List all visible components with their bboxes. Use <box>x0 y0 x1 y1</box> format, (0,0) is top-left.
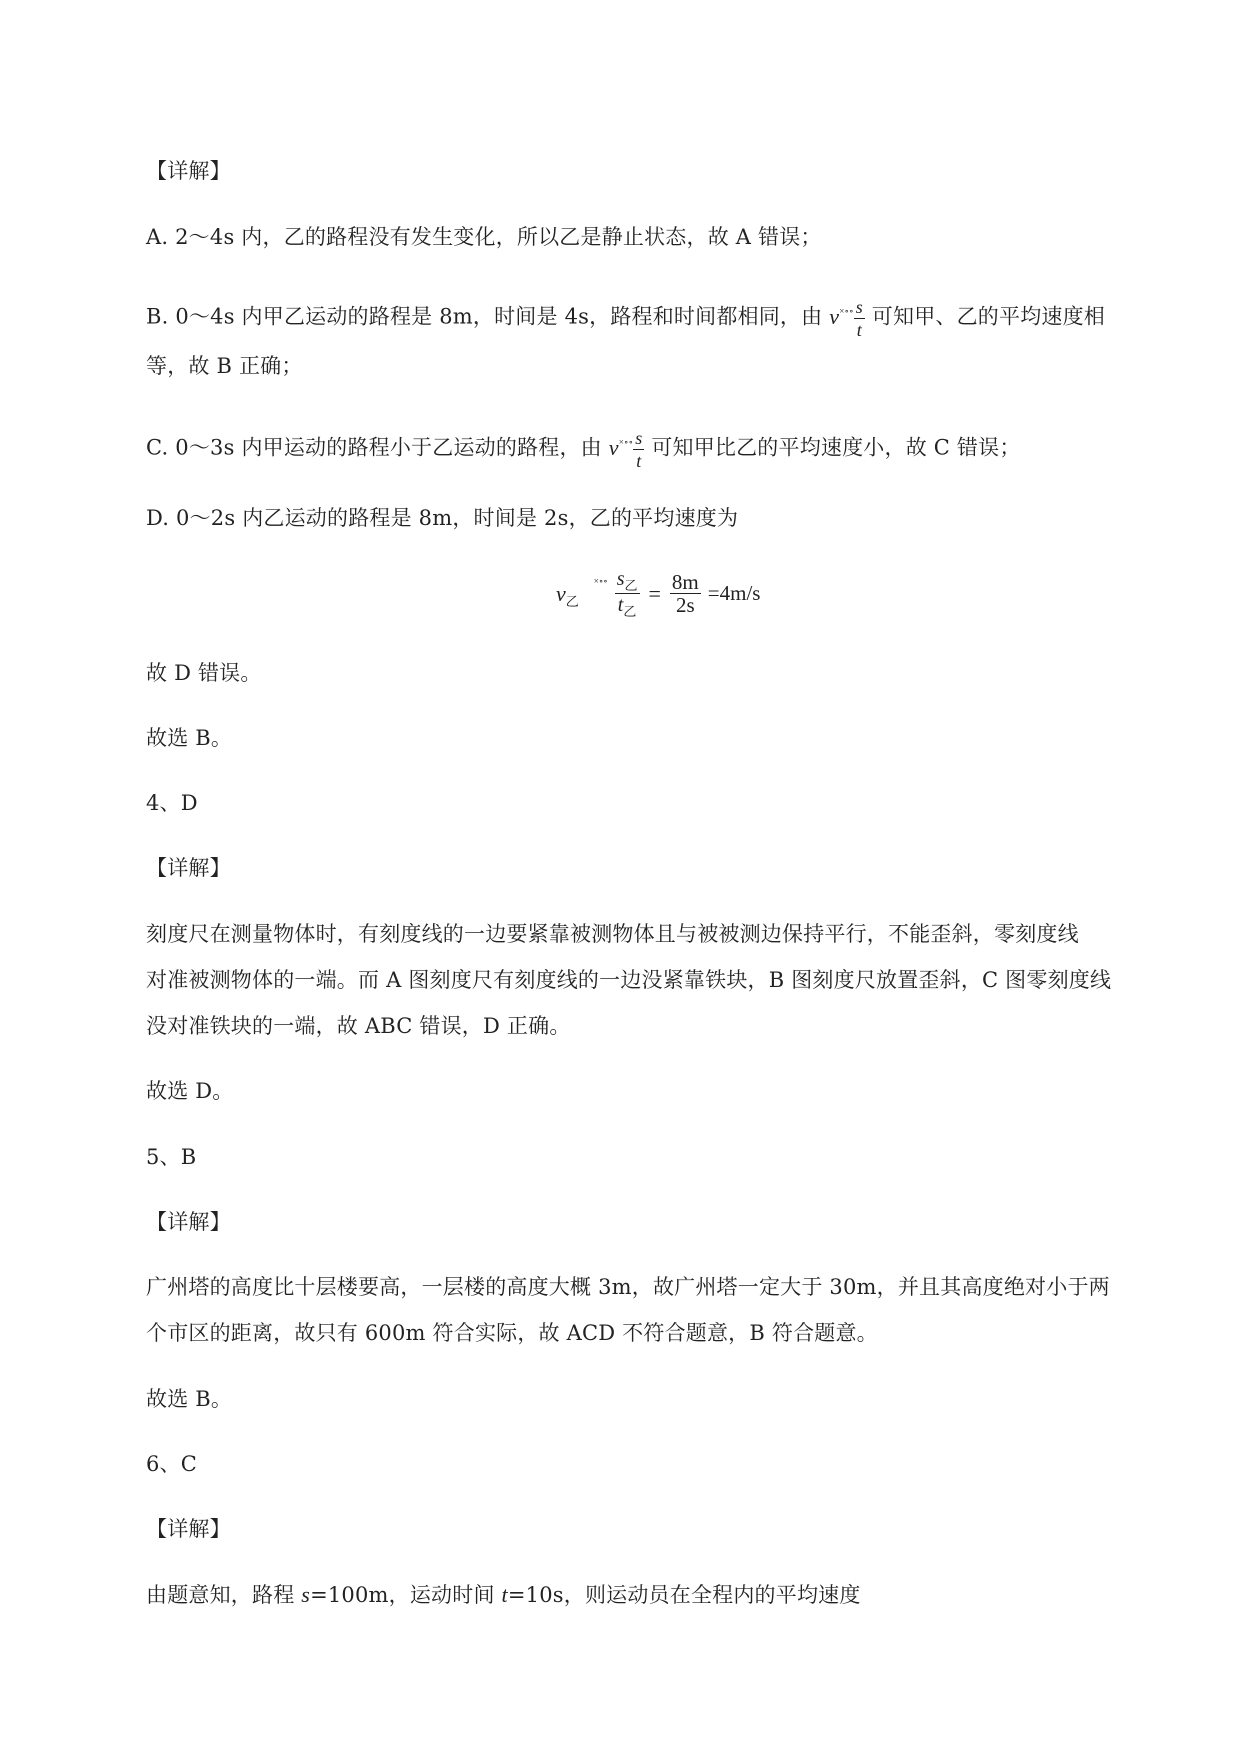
speed-formula: v×∘∘ $\frac{s}{t}$ <box>829 297 863 340</box>
formula-fraction-values: $\frac{8m}{2s}$ <box>671 570 699 617</box>
fraction-numerator: s <box>635 428 643 448</box>
q4-paragraph-line2: 对准被测物体的一端。而 A 图刻度尺有刻度线的一边没紧靠铁块，B 图刻度尺放置歪斜，C 图零刻度线 <box>146 968 1112 992</box>
q4-choice: 故选 D。 <box>146 1079 234 1103</box>
option-c-text-pre: C. 0～3s 内甲运动的路程小于乙运动的路程，由 <box>146 435 602 460</box>
q5-answer: 5、B <box>146 1145 197 1169</box>
q5-choice: 故选 B。 <box>146 1387 233 1411</box>
speed-formula: v×∘∘ $\frac{s}{t}$ <box>608 428 643 471</box>
q4-answer: 4、D <box>146 791 198 815</box>
detail-heading: 【详解】 <box>146 1517 231 1541</box>
q4-paragraph-line3: 没对准铁块的一端，故 ABC 错误，D 正确。 <box>146 1014 571 1038</box>
q6-paragraph-line1: 由题意知，路程 s=100m，运动时间 t=10s，则运动员在全程内的平均速度 <box>146 1582 861 1607</box>
q3-choice: 故选 B。 <box>146 726 233 750</box>
formula-result: =4m/s <box>707 581 761 605</box>
option-c-line <box>146 427 1021 472</box>
option-a-text: A. 2～4s 内，乙的路程没有发生变化，所以乙是静止状态，故 A 错误； <box>146 225 822 249</box>
average-speed-formula: $v_乙$ ×∘∘ $\frac{s_乙}{t_乙}$ = $\frac{8m}{2s}$ =4m/s <box>556 568 761 620</box>
q4-paragraph-line1: 刻度尺在测量物体时，有刻度线的一边要紧靠被测物体且与被被测边保持平行，不能歪斜，零刻度线 <box>146 922 1079 946</box>
equals-glyph: ×∘∘ <box>839 305 854 316</box>
option-d-text: D. 0～2s 内乙运动的路程是 8m，时间是 2s，乙的平均速度为 <box>146 506 739 530</box>
time-symbol: t <box>501 1582 508 1607</box>
option-b-line2: 等，故 B 正确； <box>146 354 303 378</box>
q6-answer: 6、C <box>146 1452 198 1476</box>
formula-fraction-st: $\frac{s_乙}{t_乙}$ <box>616 568 638 620</box>
formula-v: $v_乙$ <box>556 580 579 610</box>
q5-paragraph-line2: 个市区的距离，故只有 600m 符合实际，故 ACD 不符合题意，B 符合题意。 <box>146 1321 878 1345</box>
option-b-text-pre: B. 0～4s 内甲乙运动的路程是 8m，时间是 4s，路程和时间都相同，由 <box>146 304 823 329</box>
fraction-denominator: t <box>636 451 642 471</box>
distance-symbol: s <box>301 1582 311 1607</box>
option-d-conclusion: 故 D 错误。 <box>146 661 262 685</box>
option-b-line1 <box>146 296 1105 341</box>
equals-glyph: ×∘∘ <box>618 436 634 447</box>
fraction-numerator: s <box>855 297 863 317</box>
detail-heading: 【详解】 <box>146 1210 231 1234</box>
q5-paragraph-line1: 广州塔的高度比十层楼要高，一层楼的高度大概 3m，故广州塔一定大于 30m，并且其高度绝对小于两 <box>146 1275 1110 1299</box>
option-b-text-post: 可知甲、乙的平均速度相 <box>871 304 1105 329</box>
equals-glyph: ×∘∘ <box>593 576 608 586</box>
detail-heading: 【详解】 <box>146 159 231 183</box>
detail-heading: 【详解】 <box>146 856 231 880</box>
fraction-denominator: t <box>856 320 862 340</box>
option-c-text-post: 可知甲比乙的平均速度小，故 C 错误； <box>651 435 1021 460</box>
